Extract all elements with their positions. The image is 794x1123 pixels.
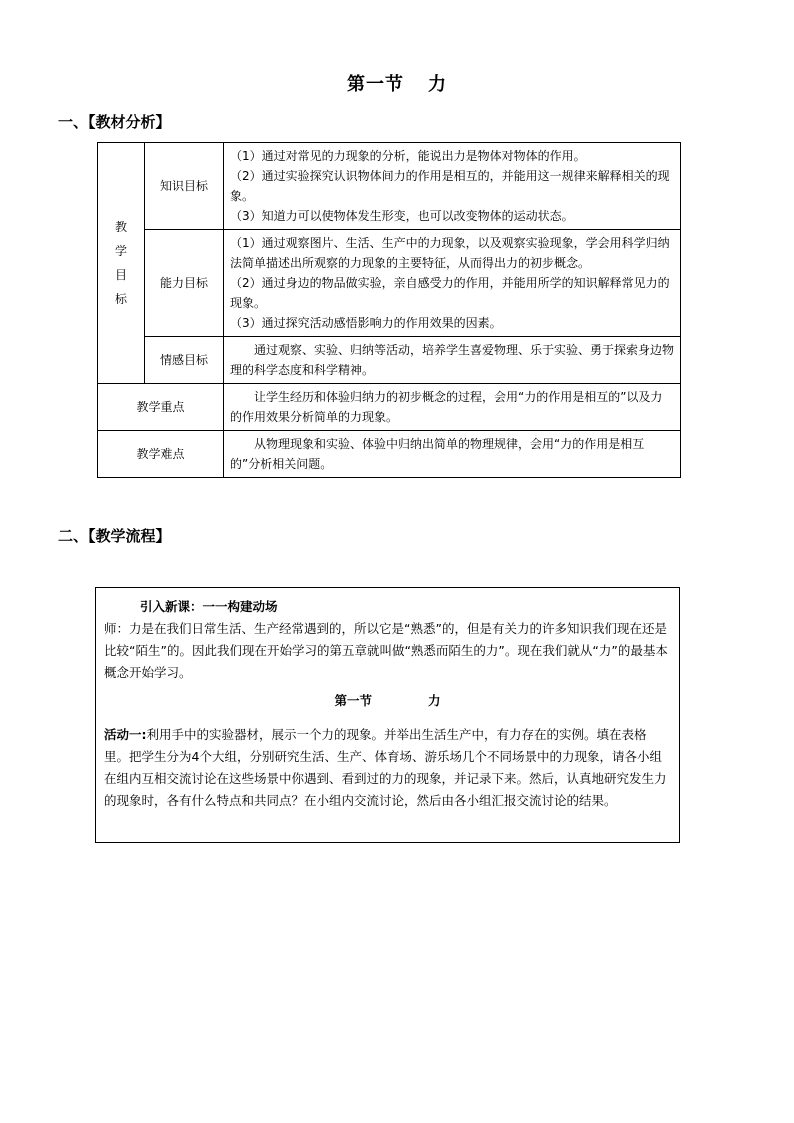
section-heading-analysis: 一、【教材分析】 — [58, 113, 171, 131]
knowledge-goal-item: （3）知道力可以使物体发生形变，也可以改变物体的运动状态。 — [230, 209, 574, 223]
teacher-intro-text: 师：力是在我们日常生活、生产经常遇到的，所以它是“熟悉”的，但是有关力的许多知识我们现在还是比较“陌生”的。因此我们现在开始学习的第五章就叫做“熟悉而陌生的力”。现在我们就从“力”的最基本概念开始学习。 — [104, 621, 668, 680]
activity-label: 活动一: — [104, 727, 147, 742]
emotion-goal-content: 通过观察、实验、归纳等活动，培养学生喜爱物理、乐于实验、勇于探索身边物理的科学态度和科学精神。 — [224, 337, 681, 384]
lesson-subtitle — [104, 690, 671, 712]
teaching-goals-group-label — [98, 143, 145, 384]
page-title-part1: 第一节 — [347, 74, 404, 95]
page-title-part2: 力 — [428, 74, 447, 95]
group-label-char: 教 — [114, 220, 127, 234]
ability-goal-item: （2）通过身边的物品做实验，亲自感受力的作用，并能用所学的知识解释常见力的现象。 — [230, 276, 670, 310]
key-point-label: 教学重点 — [98, 384, 224, 431]
activity-text: 利用手中的实验器材，展示一个力的现象。并举出生活生产中，有力存在的实例。填在表格里。把学生分为4个大组，分别研究生活、生产、体育场、游乐场几个不同场景中的力现象，请各小组在组内互相交流讨论在这些场景中你遇到、看到过的力的现象，并记录下来。然后，认真地研究发生力的现象时，各有什么特点和共同点？在小组内交流讨论，然后由各小组汇报交流讨论的结果。 — [104, 727, 667, 808]
lesson-subtitle-part1: 第一节 — [334, 693, 372, 708]
knowledge-goal-item: （2）通过实验探究认识物体间力的作用是相互的，并能用这一规律来解释相关的现象。 — [230, 169, 670, 203]
teaching-flow-box — [95, 587, 680, 843]
knowledge-goal-content — [224, 143, 681, 230]
ability-goal-content — [224, 230, 681, 337]
knowledge-goal-item: （1）通过对常见的力现象的分析，能说出力是物体对物体的作用。 — [230, 149, 586, 163]
group-label-char: 学 — [114, 244, 127, 258]
intro-heading: 引入新课：一一构建动场 — [140, 599, 278, 614]
key-point-content: 让学生经历和体验归纳力的初步概念的过程，会用“力的作用是相互的”以及力的作用效果分析简单的力现象。 — [224, 384, 681, 431]
difficulty-label: 教学难点 — [98, 431, 224, 478]
group-label-char: 标 — [114, 292, 127, 306]
difficulty-content: 从物理现象和实验、体验中归纳出简单的物理规律，会用“力的作用是相互的”分析相关问题。 — [224, 431, 681, 478]
emotion-goal-label: 情感目标 — [145, 337, 224, 384]
section-heading-flow: 二、【教学流程】 — [58, 527, 171, 545]
ability-goal-label: 能力目标 — [145, 230, 224, 337]
knowledge-goal-label: 知识目标 — [145, 143, 224, 230]
teaching-goals-table — [97, 142, 681, 478]
ability-goal-item: （3）通过探究活动感悟影响力的作用效果的因素。 — [230, 316, 502, 330]
group-label-char: 目 — [114, 268, 127, 282]
activity-one — [104, 724, 671, 812]
page-title — [0, 70, 794, 96]
ability-goal-item: （1）通过观察图片、生活、生产中的力现象，以及观察实验现象，学会用科学归纳法简单描述出所观察的力现象的主要特征，从而得出力的初步概念。 — [230, 236, 670, 270]
lesson-subtitle-part2: 力 — [428, 693, 441, 708]
